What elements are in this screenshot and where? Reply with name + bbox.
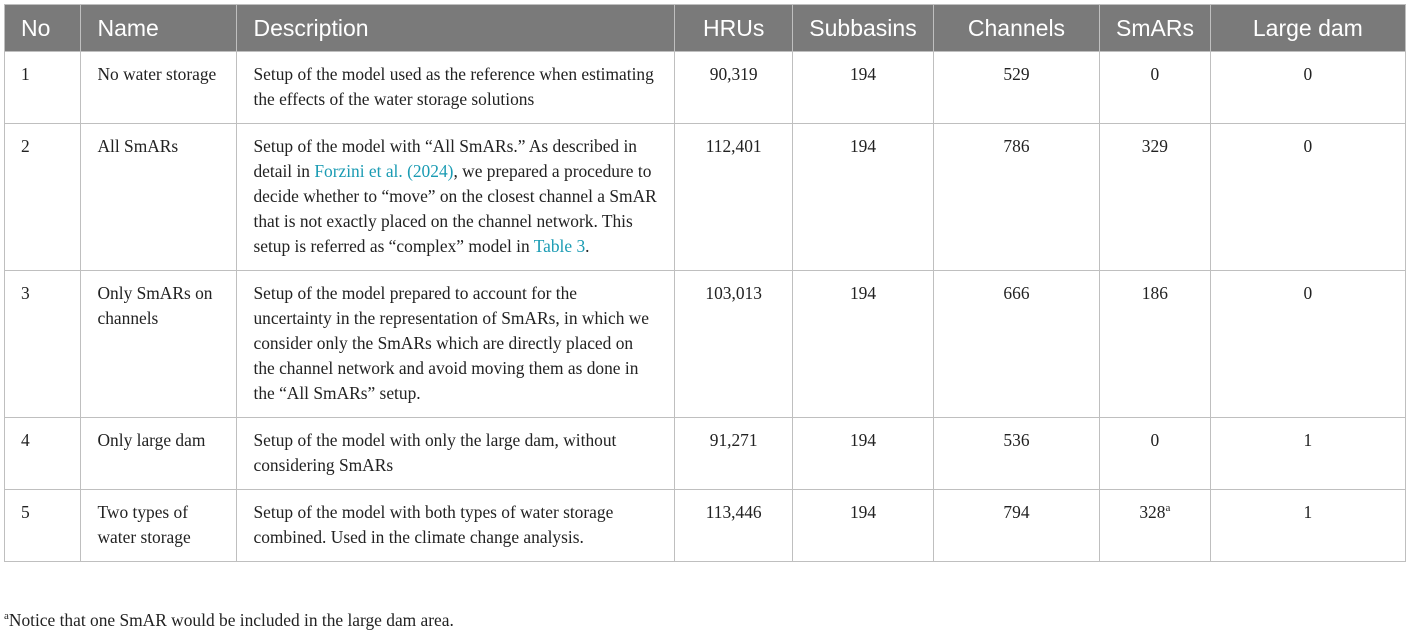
cell-description: Setup of the model with both types of water storage combined. Used in the climate change analysis. — [237, 490, 675, 562]
citation-link[interactable]: Forzini et al. (2024) — [314, 161, 454, 181]
cell-hrus: 103,013 — [675, 271, 793, 418]
description-text: . — [585, 236, 590, 256]
cell-large-dam: 0 — [1210, 124, 1405, 271]
cell-hrus: 90,319 — [675, 52, 793, 124]
cell-hrus: 112,401 — [675, 124, 793, 271]
cell-smars: 186 — [1100, 271, 1211, 418]
cell-smars: 0 — [1100, 418, 1211, 490]
table-reference-link[interactable]: Table 3 — [533, 236, 586, 256]
footnote-marker: a — [1165, 502, 1171, 515]
cell-channels: 666 — [933, 271, 1099, 418]
cell-channels: 786 — [933, 124, 1099, 271]
column-header-smars: SmARs — [1100, 5, 1211, 52]
header-row — [5, 5, 1406, 52]
cell-hrus: 113,446 — [675, 490, 793, 562]
column-header-hrus: HRUs — [675, 5, 793, 52]
cell-no: 1 — [5, 52, 81, 124]
cell-name: No water storage — [81, 52, 237, 124]
cell-no: 2 — [5, 124, 81, 271]
cell-description: Setup of the model with only the large dam, without considering SmARs — [237, 418, 675, 490]
cell-name: Two types of water storage — [81, 490, 237, 562]
table-row — [5, 271, 1406, 418]
table-row — [5, 490, 1406, 562]
cell-channels: 529 — [933, 52, 1099, 124]
cell-large-dam: 1 — [1210, 418, 1405, 490]
cell-large-dam: 0 — [1210, 271, 1405, 418]
table-row — [5, 124, 1406, 271]
cell-subbasins: 194 — [793, 124, 934, 271]
table-row — [5, 418, 1406, 490]
column-header-large-dam: Large dam — [1210, 5, 1405, 52]
cell-description: Setup of the model used as the reference when estimating the effects of the water storage solutions — [237, 52, 675, 124]
cell-description — [237, 124, 675, 271]
cell-subbasins: 194 — [793, 490, 934, 562]
table-footnote — [4, 609, 454, 631]
cell-name: All SmARs — [81, 124, 237, 271]
cell-large-dam: 0 — [1210, 52, 1405, 124]
cell-description: Setup of the model prepared to account for the uncertainty in the representation of SmARs, in which we consider only the SmARs which are directly placed on the channel network and avoid moving them as done in the “All SmARs” setup. — [237, 271, 675, 418]
cell-no: 4 — [5, 418, 81, 490]
column-header-name: Name — [81, 5, 237, 52]
column-header-no: No — [5, 5, 81, 52]
column-header-subbasins: Subbasins — [793, 5, 934, 52]
footnote-text: Notice that one SmAR would be included in the large dam area. — [8, 610, 454, 630]
cell-smars: 329 — [1100, 124, 1211, 271]
cell-smars: 0 — [1100, 52, 1211, 124]
column-header-description: Description — [237, 5, 675, 52]
cell-subbasins: 194 — [793, 52, 934, 124]
cell-hrus: 91,271 — [675, 418, 793, 490]
cell-smars — [1100, 490, 1211, 562]
description-text: Setup of the model with “All SmARs.” As described in detail in — [253, 136, 638, 181]
cell-subbasins: 194 — [793, 271, 934, 418]
cell-no: 5 — [5, 490, 81, 562]
cell-channels: 794 — [933, 490, 1099, 562]
cell-no: 3 — [5, 271, 81, 418]
cell-subbasins: 194 — [793, 418, 934, 490]
cell-channels: 536 — [933, 418, 1099, 490]
footnote-marker: a — [4, 610, 9, 623]
cell-name: Only large dam — [81, 418, 237, 490]
cell-large-dam: 1 — [1210, 490, 1405, 562]
table-row — [5, 52, 1406, 124]
smars-value: 328 — [1139, 502, 1166, 522]
cell-name: Only SmARs on channels — [81, 271, 237, 418]
data-table — [4, 4, 1406, 562]
description-text: , we prepared a procedure to decide whether to “move” on the closest channel a SmAR that is not exactly placed on the channel network. This setup is referred as “complex” model in — [253, 161, 657, 256]
column-header-channels: Channels — [933, 5, 1099, 52]
